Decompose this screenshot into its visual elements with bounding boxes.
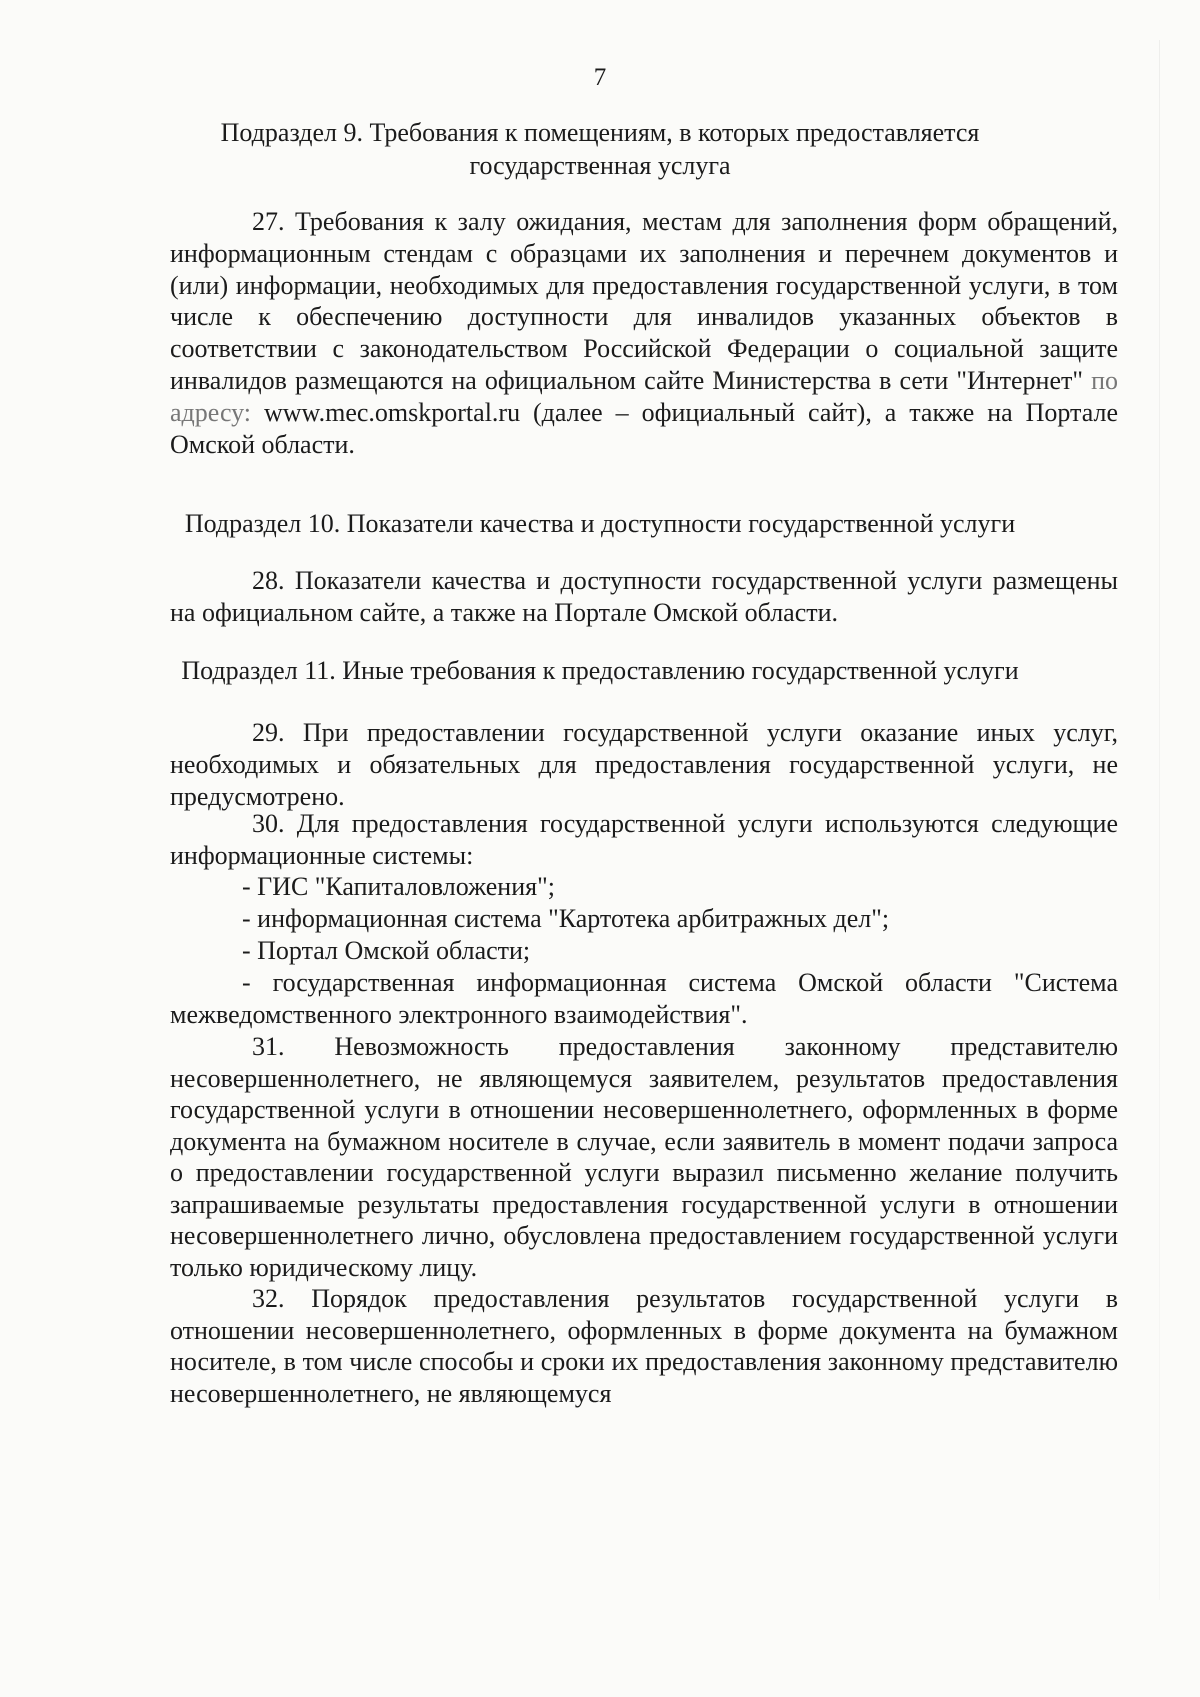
list-item-smev: - государственная информационная система Омской области "Система межведомственного электронного взаимодействия". bbox=[170, 968, 1118, 1029]
section-9-heading-line-2: государственная услуга bbox=[469, 151, 731, 180]
paragraph-27 bbox=[170, 206, 1118, 460]
section-9-heading bbox=[150, 116, 1050, 182]
paragraph-27-url-text: www.mec.omskportal.ru (далее – официальный сайт), а также на Портале Омской области. bbox=[170, 397, 1118, 459]
paragraph-27-faded-text: по адресу: bbox=[170, 365, 1118, 427]
paragraph-28: 28. Показатели качества и доступности государственной услуги размещены на официальном сайте, а также на Портале Омской области. bbox=[170, 566, 1118, 627]
section-9-heading-line-1: Подраздел 9. Требования к помещениям, в которых предоставляется bbox=[220, 118, 980, 147]
list-item-kartoteka: - информационная система "Картотека арбитражных дел"; bbox=[242, 904, 890, 933]
paragraph-30: 30. Для предоставления государственной услуги используются следующие информационные системы: bbox=[170, 809, 1118, 870]
list-item-portal: - Портал Омской области; bbox=[242, 936, 531, 965]
section-10-heading: Подраздел 10. Показатели качества и доступности государственной услуги bbox=[184, 509, 1016, 538]
paragraph-29: 29. При предоставлении государственной услуги оказание иных услуг, необходимых и обязательных для предоставления государственной услуги, не предусмотрено. bbox=[170, 718, 1118, 811]
paragraph-32: 32. Порядок предоставления результатов государственной услуги в отношении несовершеннолетнего, оформленных в форме документа на бумажном носителе, в том числе способы и сроки их предоставления законному представителю несовершеннолетнего, не являющемуся bbox=[170, 1284, 1118, 1408]
page-number: 7 bbox=[593, 64, 607, 91]
paragraph-31: 31. Невозможность предоставления законному представителю несовершеннолетнего, не являющемуся заявителем, результатов предоставления государственной услуги в отношении несовершеннолетнего, оформленных в форме документа на бумажном носителе в случае, если заявитель в момент подачи запроса о предоставлении государственной услуги выразил письменно желание получить запрашиваемые результаты предоставления государственной услуги в отношении несовершеннолетнего лично, обусловлена предоставлением государственной услуги только юридическому лицу. bbox=[170, 1032, 1118, 1282]
scan-edge-line bbox=[1159, 40, 1160, 1600]
paragraph-27-text: 27. Требования к залу ожидания, местам для заполнения форм обращений, информационным стендам с образцами их заполнения и перечнем документов и (или) информации, необходимых для предоставления государственной услуги, в том числе к обеспечению доступности для инвалидов указанных объектов в соответствии с законодательством Российской Федерации о социальной защите инвалидов размещаются на официальном сайте Министерства в сети "Интернет" bbox=[170, 207, 1118, 395]
section-11-heading: Подраздел 11. Иные требования к предоставлению государственной услуги bbox=[181, 656, 1019, 685]
list-item-gis: - ГИС "Капиталовложения"; bbox=[242, 872, 555, 901]
